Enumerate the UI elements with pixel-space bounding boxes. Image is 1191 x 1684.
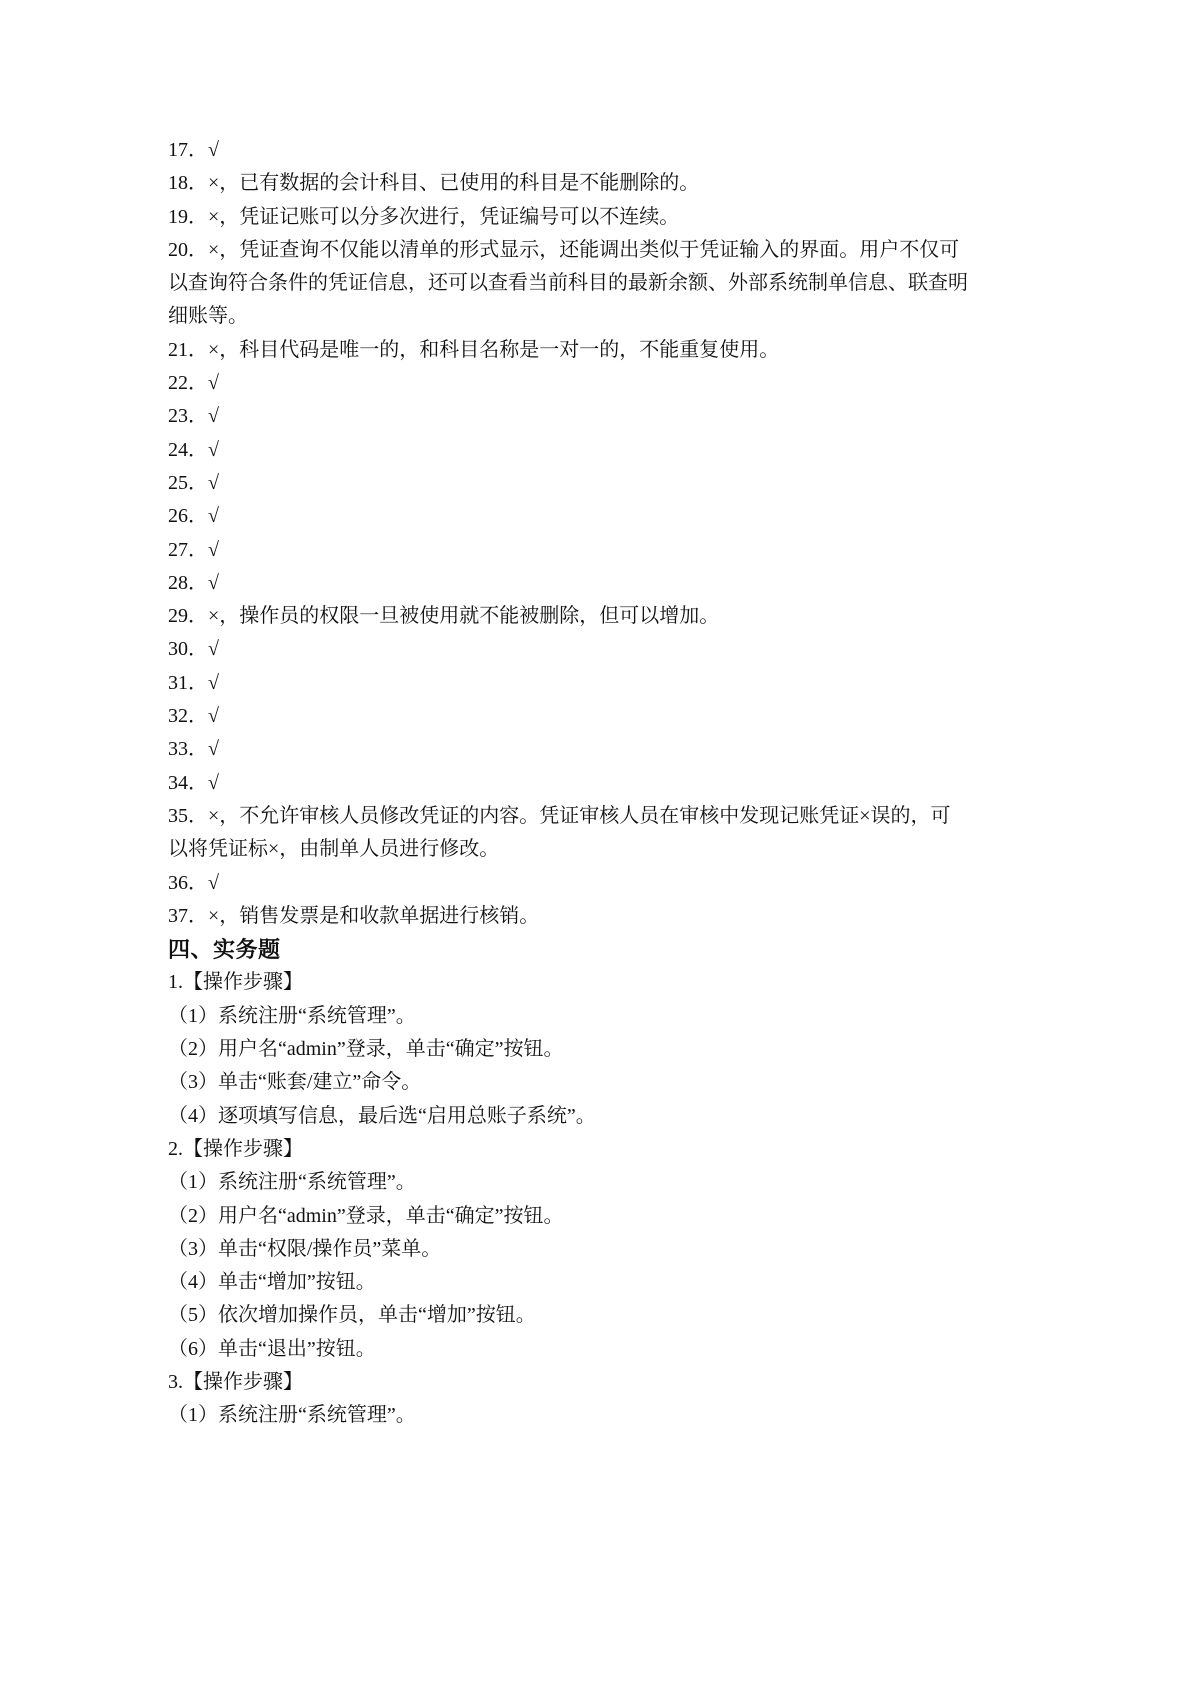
answer-item: [168, 201, 943, 234]
answer-item: [168, 900, 943, 933]
answer-item: [168, 600, 943, 633]
answer-text: √: [208, 705, 219, 728]
answer-item: [168, 167, 943, 200]
answer-item: [168, 467, 943, 500]
answer-number: 35．: [168, 804, 208, 827]
operation-step: （3）单击“账套/建立”命令。: [168, 1071, 422, 1094]
operation-step: （5）依次增加操作员，单击“增加”按钮。: [168, 1304, 536, 1327]
answer-number: 22．: [168, 372, 208, 395]
answer-text: ×，已有数据的会计科目、已使用的科目是不能删除的。: [208, 172, 700, 195]
answer-item-continuation: [168, 833, 943, 866]
answer-item: [168, 367, 943, 400]
answer-text: √: [208, 671, 219, 694]
operation-step: （2）用户名“admin”登录，单击“确定”按钮。: [168, 1038, 564, 1061]
answer-text: 细账等。: [168, 305, 248, 328]
answer-item: [168, 667, 943, 700]
answer-text: √: [208, 438, 219, 461]
document-page-content: [168, 134, 968, 1433]
answer-item: [168, 334, 943, 367]
answer-item: [168, 633, 943, 666]
answer-number: 17．: [168, 139, 208, 161]
answer-number: 18．: [168, 172, 208, 195]
answer-number: 29．: [168, 605, 208, 628]
answer-number: 34．: [168, 771, 208, 794]
answer-number: 21．: [168, 338, 208, 361]
answer-item: [168, 800, 951, 833]
answer-item-continuation: [168, 300, 943, 333]
answer-number: 37．: [168, 904, 208, 927]
question-title: 1.【操作步骤】: [168, 971, 303, 994]
answer-text: √: [208, 471, 219, 494]
answer-text: √: [208, 372, 219, 395]
answer-item: [168, 700, 943, 733]
operation-step: （4）单击“增加”按钮。: [168, 1271, 376, 1294]
answer-text: ×，销售发票是和收款单据进行核销。: [208, 904, 540, 927]
answer-text: ×，科目代码是唯一的，和科目名称是一对一的，不能重复使用。: [208, 338, 780, 361]
operation-step: （1）系统注册“系统管理”。: [168, 1404, 416, 1427]
answer-text: √: [208, 771, 219, 794]
answer-text: √: [208, 738, 219, 761]
answer-text: 以查询符合条件的凭证信息，还可以查看当前科目的最新余额、外部系统制单信息、联查明: [168, 272, 968, 295]
answer-item: [168, 500, 943, 533]
answer-text: ×，不允许审核人员修改凭证的内容。凭证审核人员在审核中发现记账凭证×误的，可: [208, 804, 951, 827]
answer-text: ×，凭证查询不仅能以清单的形式显示，还能调出类似于凭证输入的界面。用户不仅可: [208, 238, 960, 261]
answer-number: 36．: [168, 871, 208, 894]
answer-number: 30．: [168, 638, 208, 661]
answer-number: 26．: [168, 505, 208, 528]
answer-item-continuation: [168, 267, 968, 300]
answer-number: 25．: [168, 471, 208, 494]
section-heading: 四、实务题: [168, 937, 281, 963]
answer-text: √: [208, 871, 219, 894]
operation-step: （2）用户名“admin”登录，单击“确定”按钮。: [168, 1204, 564, 1227]
operation-step: （4）逐项填写信息，最后选“启用总账子系统”。: [168, 1104, 596, 1127]
answer-number: 23．: [168, 405, 208, 428]
answer-number: 31．: [168, 671, 208, 694]
answer-item: [168, 733, 943, 766]
answer-text: √: [208, 405, 219, 428]
answer-text: 以将凭证标×，由制单人员进行修改。: [168, 838, 500, 861]
operation-step: （3）单击“权限/操作员”菜单。: [168, 1237, 442, 1260]
answer-text: √: [208, 571, 219, 594]
answer-item: [168, 400, 943, 433]
answer-number: 24．: [168, 438, 208, 461]
question-title: 3.【操作步骤】: [168, 1370, 303, 1393]
answer-text: √: [208, 538, 219, 561]
answer-item: [168, 134, 943, 167]
answer-text: √: [208, 638, 219, 661]
answer-number: 32．: [168, 705, 208, 728]
answer-item: [168, 767, 943, 800]
answer-number: 33．: [168, 738, 208, 761]
operation-step: （1）系统注册“系统管理”。: [168, 1171, 416, 1194]
judgment-answers-list: [168, 134, 968, 933]
question-title: 2.【操作步骤】: [168, 1137, 303, 1160]
answer-text: ×，凭证记账可以分多次进行，凭证编号可以不连续。: [208, 205, 680, 228]
answer-number: 19．: [168, 205, 208, 228]
answer-text: √: [208, 139, 219, 161]
operation-step: （1）系统注册“系统管理”。: [168, 1004, 416, 1027]
answer-number: 28．: [168, 571, 208, 594]
practical-questions-list: [168, 966, 943, 1432]
answer-text: √: [208, 505, 219, 528]
answer-item: [168, 234, 960, 267]
answer-number: 27．: [168, 538, 208, 561]
answer-item: [168, 567, 943, 600]
answer-item: [168, 867, 943, 900]
answer-item: [168, 534, 943, 567]
answer-item: [168, 434, 943, 467]
answer-number: 20．: [168, 238, 208, 261]
answer-text: ×，操作员的权限一旦被使用就不能被删除，但可以增加。: [208, 605, 720, 628]
operation-step: （6）单击“退出”按钮。: [168, 1337, 376, 1360]
